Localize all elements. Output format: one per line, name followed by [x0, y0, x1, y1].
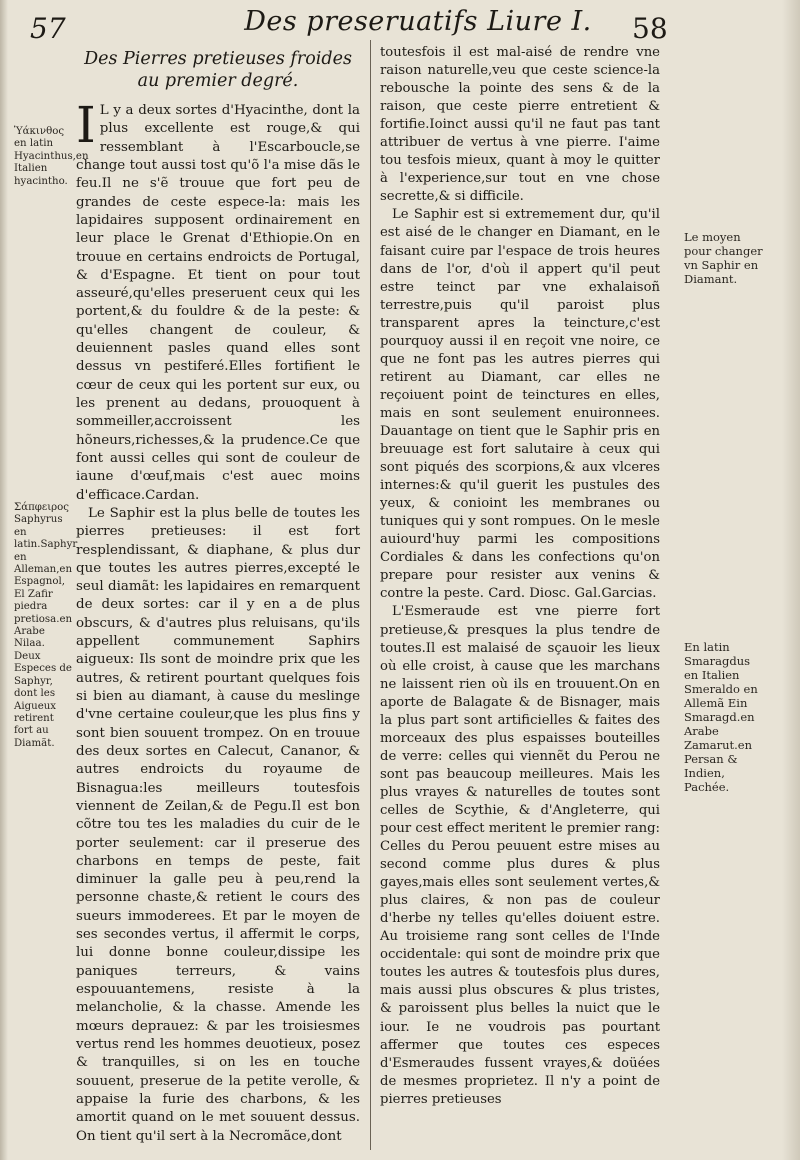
margin-note-esmeraude: En latin Smaragdus en Italien Smeraldo en Allemã Ein Smaragd.en Arabe Zamarut.en Persan & Indien, Pachée.: [684, 640, 758, 794]
running-title: Des preseruatifs Liure I.: [244, 6, 592, 37]
page-edge: [782, 0, 800, 1160]
hyacinthe-text: L y a deux sortes d'Hyacinthe, dont la plus excellente est rouge,& qui ressemblant à l'Escarboucle,se change tout aussi tost qu'õ l'a mise dãs le feu.Il ne s'ẽ trouue que fort peu de grandes de ceste espece-la: mais les lapidaires supposent ordinairement en leur place le Grenat d'Ethiopie.On en trouue en certains endroicts de Portugal, & d'Espagne. Et tient on pour tout asseuré,qu'elles preseruent ceux qui les portent,& du fouldre & de la peste: & qu'elles changent de couleur, & deuiennent pasles quand elles sont dessus vn pestiferé.Elles fortifient le cœur de ceux qui les portent sur eux, ou les prenent au dedans, prouoquent à sommeiller,accroissent les hõneurs,richesses,& la prudence.Ce que font aussi celles qui sont de couleur de iaune d'œuf,mais c'est auec moins d'efficace.Cardan.: [76, 103, 360, 503]
hyacinthe-paragraph: [76, 96, 360, 505]
right-page-number: 58: [632, 12, 668, 45]
drop-cap: I: [76, 96, 96, 154]
margin-note-hyacinthe: Ὑάκινθος en latin Hyacinthus,en Italien hyacintho.: [14, 126, 89, 187]
margin-note-diamant: Le moyen pour changer vn Saphir en Diamant.: [684, 230, 763, 286]
binding-shadow: [0, 0, 8, 1160]
diamant-paragraph: Le Saphir est si extremement dur, qu'il est aisé de le changer en Diamant, en le faisant cuire par l'espace de trois heures dans de l'or, d'où il appert qu'il peut estre teinct par vne exhalaisoñ terrestre,puis qu'il paroist plus transparent apres la teincture,c'est pourquoy aussi il en reçoit vne noire, ce que ne font pas les autres pierres qui retirent au Diamant, car elles ne reçoiuent point de teinctures en elles, mais en sont seulement enuironnees. Dauantage on tient que le Saphir pris en breuuage est fort salutaire à ceux qui sont piqués des scorpions,& aux vlceres internes:& qu'il guerit les pustules des yeux, & conioint les membranes ou tuniques qui y sont rompues. On le mesle auiourd'huy parmi les compositions Cordiales & dans les confections qu'on prepare pour resister aux venins & contre la peste. Card. Diosc. Gal.Garcias.: [380, 207, 660, 602]
continuation-paragraph: toutesfois il est mal-aisé de rendre vne raison naturelle,veu que ceste science-la rebousche la pointe des sens & de la raison, que ceste pierre entretient & fortifie.Ioinct aussi qu'il ne faut pas tant attribuer de vertus à vne pierre. I'aime tou tesfois mieux, quant à moy le quitter à l'experience,sur tout en vne chose secrette,& si difficile.: [380, 45, 660, 205]
esmeraude-paragraph: L'Esmeraude est vne pierre fort pretieuse,& presques la plus tendre de toutes.Il est malaisé de sçauoir les lieux où elle croist, à cause que les marchans ne laissent rien où ils en trouuent.On en aporte de Balagate & de Bisnager, mais la plus part sont artificielles & faites des morceaux des plus espaisses bouteilles de verre: celles qui viennẽt du Perou ne sont pas beaucoup meilleures. Mais les plus vrayes & naturelles de toutes sont celles de Scythie, & d'Angleterre, qui pour cest effect meritent le premier rang: Celles du Perou peuuent estre mises au second comme plus dures & plus gayes,mais elles sont seulement vertes,& plus claires, & non pas de couleur d'herbe ny telles qu'elles doiuent estre. Au troisieme rang sont celles de l'Inde occidentale: qui sont de moindre prix que toutes les autres & toutesfois plus dures, mais aussi plus obscures & plus tristes, & paroissent plus belles la nuict que le iour. Ie ne voudrois pas pourtant affermer que toutes ces especes d'Esmeraudes fussent vrayes,& doüées de mesmes proprietez. Il n'y a point de pierres pretieuses: [380, 604, 660, 1107]
column-divider: [370, 40, 371, 1150]
margin-note-saphir: Σάπφειρος Saphyrus en latin.Saphyr en Alleman,en Espagnol, El Zafir piedra pretiosa.en Arabe Nilaa. Deux Especes de Saphyr, dont les Aigueux retirent fort au Diamãt.: [14, 502, 78, 749]
left-column: [76, 42, 360, 1146]
page-header: [0, 0, 800, 45]
section-title: Des Pierres pretieuses froides au premier degré.: [84, 49, 352, 91]
left-page-number: 57: [30, 12, 66, 45]
right-column: [380, 44, 660, 1109]
saphir-paragraph: Le Saphir est la plus belle de toutes les pierres pretieuses: il est fort resplendissant, & diaphane, & plus dur que toutes les autres pierres,excepté le seul diamãt: les lapidaires en remarquent de deux sortes: car il y en a de plus obscurs, & d'autres plus reluisans, qu'ils appellent communement Saphirs aigueux: Ils sont de moindre prix que les autres, & retirent pourtant quelques fois si bien au diamant, à cause du meslinge d'vne certaine couleur,que les plus fins y sont bien souuent trompez. On en trouue des deux sortes en Calecut, Cananor, & autres endroicts du royaume de Bisnagua:les meilleurs toutesfois viennent de Zeilan,& de Pegu.Il est bon cõtre tou tes les maladies du cuir de le porter seulement: car il preserue des charbons en temps de peste, fait diminuer la galle peu à peu,rend la personne chaste,& retient le cours des sueurs immoderees. Et par le moyen de ses secondes vertus, il affermit le corps, lui donne bonne couleur,dissipe les paniques terreurs, & vains espouuantemens, resiste à la melancholie, & la chasse. Amende les mœurs deprauez: & par les troisiesmes vertus rend les hommes deuotieux, posez & tranquilles, si on les en touche souuent, preserue de la petite verolle, & appaise la furie des charbons, & les amortit quand on le met souuent dessus. On tient qu'il sert à la Necromãce,dont: [76, 505, 360, 1144]
